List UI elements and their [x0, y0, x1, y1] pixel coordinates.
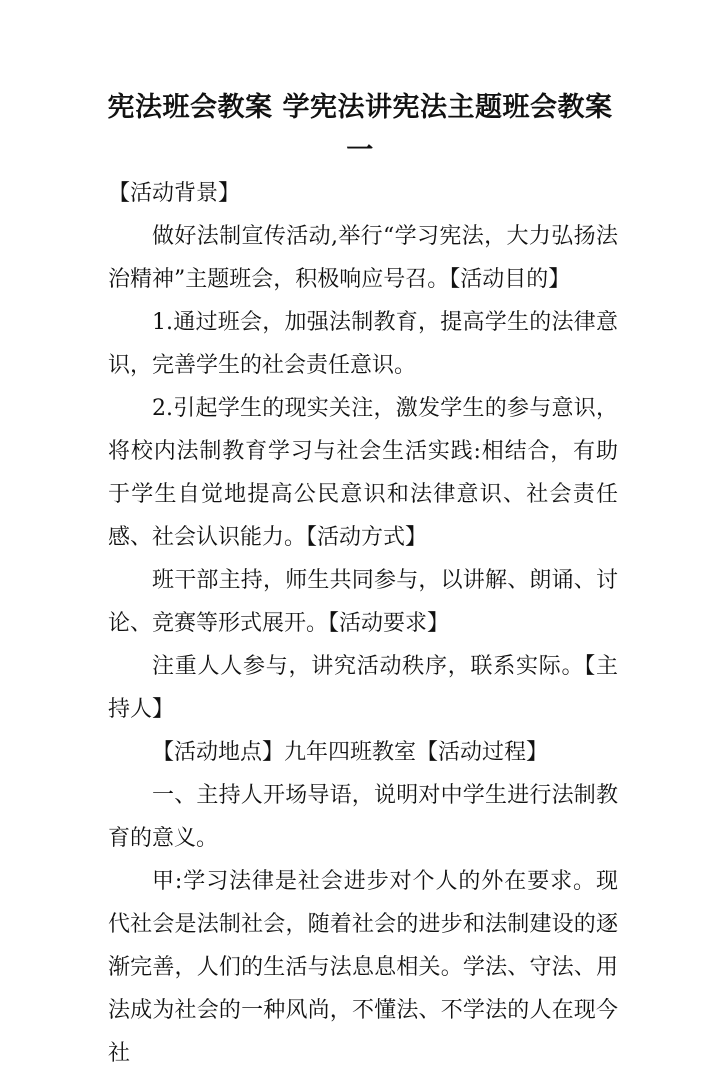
paragraph: 班干部主持，师生共同参与，以讲解、朗诵、讨论、竞赛等形式展开。【活动要求】 [108, 568, 618, 636]
paragraph: 做好法制宣传活动,举行“学习宪法，大力弘扬法治精神”主题班会，积极响应号召。【活动目的】 [108, 224, 618, 292]
paragraph: 注重人人参与，讲究活动秩序，联系实际。【主持人】 [108, 654, 618, 722]
document-body [108, 172, 618, 1075]
paragraph: 1.通过班会，加强法制教育，提高学生的法律意识，完善学生的社会责任意识。 [108, 310, 618, 378]
paragraph: 【活动地点】九年四班教室【活动过程】 [152, 740, 549, 765]
paragraph: 2.引起学生的现实关注，激发学生的参与意识，将校内法制教育学习与社会生活实践:相结合，有助于学生自觉地提高公民意识和法律意识、社会责任感、社会认识能力。【活动方式】 [108, 396, 618, 550]
paragraph: 一、主持人开场导语，说明对中学生进行法制教育的意义。 [108, 783, 618, 851]
section-heading-background: 【活动背景】 [108, 181, 241, 206]
title-line-1: 宪法班会教案 学宪法讲宪法主题班会教案 [107, 92, 613, 123]
title-line-2: 一 [346, 135, 374, 166]
paragraph: 甲:学习法律是社会进步对个人的外在要求。现代社会是法制社会，随着社会的进步和法制建设的逐渐完善，人们的生活与法息息相关。学法、守法、用法成为社会的一种风尚，不懂法、不学法的人在现今社 [108, 869, 618, 1066]
document-title [100, 86, 620, 172]
